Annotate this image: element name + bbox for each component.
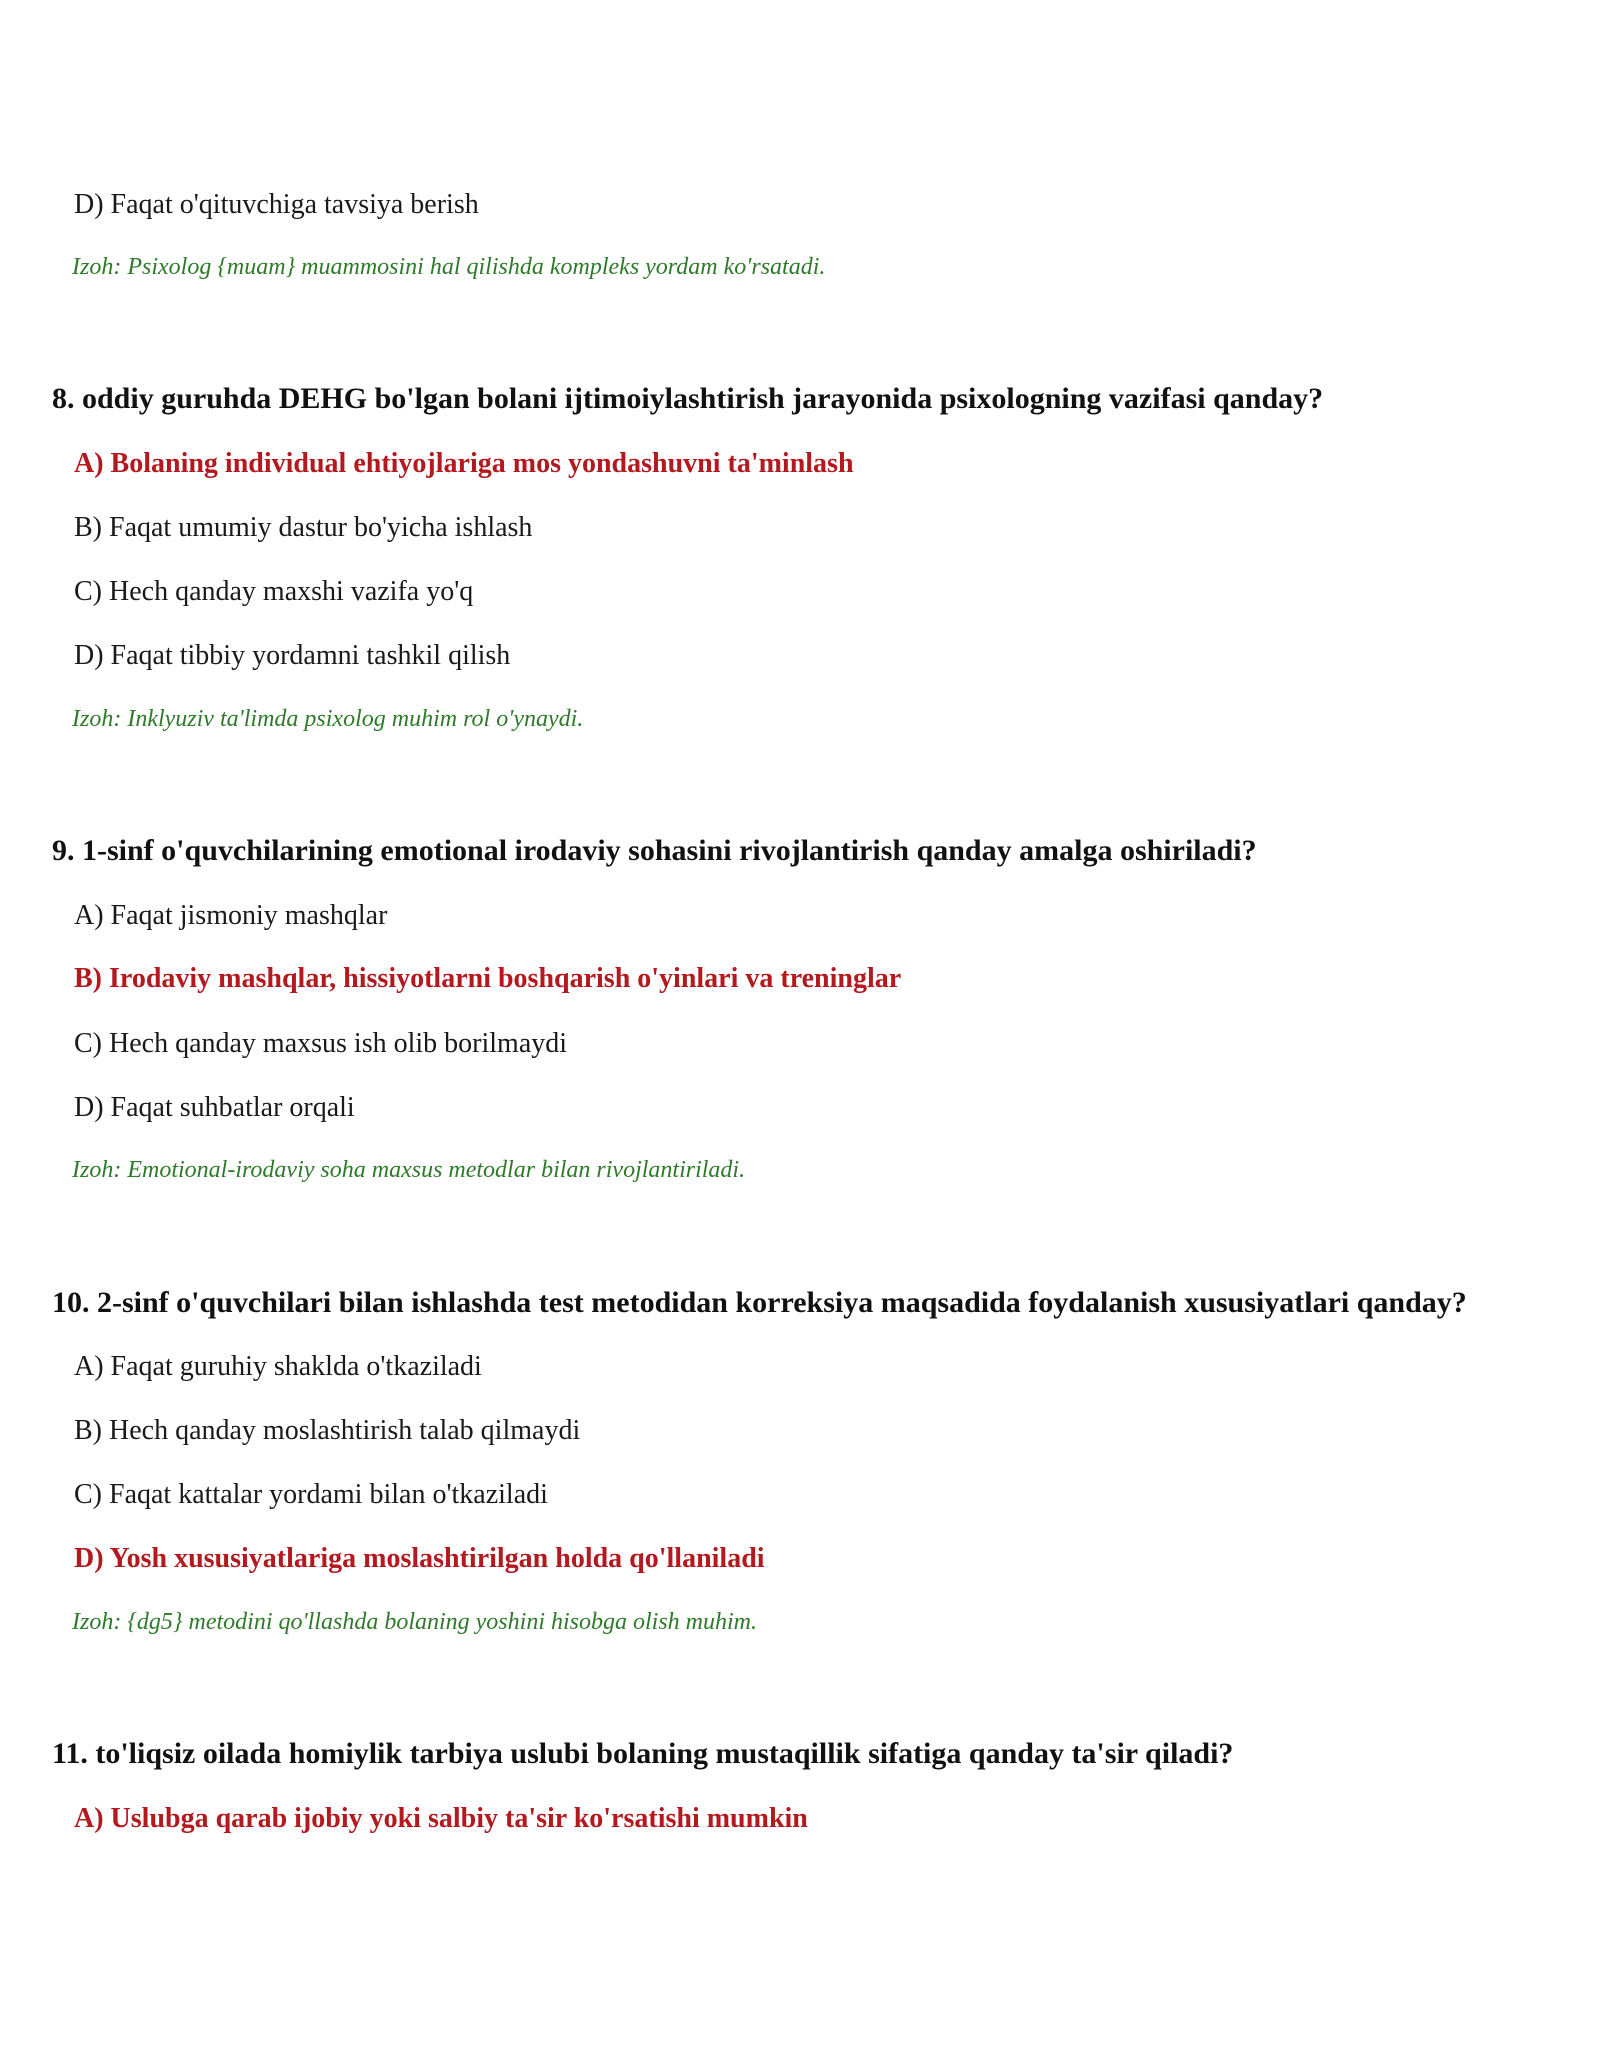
question-10-option-c: C) Faqat kattalar yordami bilan o'tkaziladi xyxy=(74,1479,548,1510)
question-11-option-a: A) Uslubga qarab ijobiy yoki salbiy ta'sir ko'rsatishi mumkin xyxy=(74,1803,808,1834)
question-9-option-b: B) Irodaviy mashqlar, hissiyotlarni boshqarish o'yinlari va treninglar xyxy=(74,963,902,994)
question-9-option-d: D) Faqat suhbatlar orqali xyxy=(74,1092,355,1123)
question-8-option-a: A) Bolaning individual ehtiyojlariga mos yondashuvni ta'minlash xyxy=(74,448,854,479)
question-9-note: Izoh: Emotional-irodaviy soha maxsus metodlar bilan rivojlantiriladi. xyxy=(72,1157,746,1183)
question-8-option-c: C) Hech qanday maxshi vazifa yo'q xyxy=(74,576,474,607)
prev-option-d: D) Faqat o'qituvchiga tavsiya berish xyxy=(74,189,479,220)
question-10-title: 10. 2-sinf o'quvchilari bilan ishlashda test metodidan korreksiya maqsadida foydalanish xususiyatlari qanday? xyxy=(52,1286,1467,1319)
question-8-title: 8. oddiy guruhda DEHG bo'lgan bolani ijtimoiylashtirish jarayonida psixologning vazifasi qanday? xyxy=(52,382,1324,415)
question-8-option-d: D) Faqat tibbiy yordamni tashkil qilish xyxy=(74,640,511,671)
question-9-title: 9. 1-sinf o'quvchilarining emotional irodaviy sohasini rivojlantirish qanday amalga oshiriladi? xyxy=(52,834,1257,867)
question-11-title: 11. to'liqsiz oilada homiylik tarbiya uslubi bolaning mustaqillik sifatiga qanday ta'sir qiladi? xyxy=(52,1737,1234,1770)
prev-note: Izoh: Psixolog {muam} muammosini hal qilishda kompleks yordam ko'rsatadi. xyxy=(72,254,826,280)
question-8-option-b: B) Faqat umumiy dastur bo'yicha ishlash xyxy=(74,512,533,543)
question-10-note: Izoh: {dg5} metodini qo'llashda bolaning yoshini hisobga olish muhim. xyxy=(72,1609,757,1635)
question-9-option-c: C) Hech qanday maxsus ish olib borilmaydi xyxy=(74,1028,568,1059)
question-8-note: Izoh: Inklyuziv ta'limda psixolog muhim rol o'ynaydi. xyxy=(72,706,584,732)
question-10-option-a: A) Faqat guruhiy shaklda o'tkaziladi xyxy=(74,1351,482,1382)
question-9-option-a: A) Faqat jismoniy mashqlar xyxy=(74,900,388,931)
question-10-option-d: D) Yosh xususiyatlariga moslashtirilgan holda qo'llaniladi xyxy=(74,1543,765,1574)
question-10-option-b: B) Hech qanday moslashtirish talab qilmaydi xyxy=(74,1415,581,1446)
